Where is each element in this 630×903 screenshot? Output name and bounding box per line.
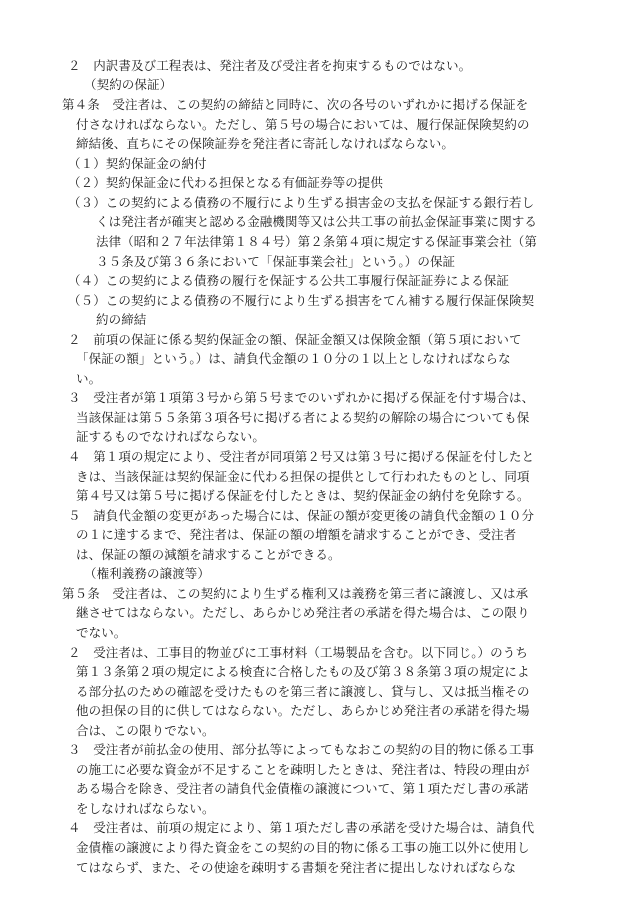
text-line: 金債権の譲渡により得た資金をこの契約の目的物に係る工事の施工以外に使用し bbox=[76, 840, 530, 855]
text-line: をしなければならない。 bbox=[76, 801, 215, 816]
text-line: 他の担保の目的に供してはならない。ただし、あらかじめ発注者の承諾を得た場 bbox=[76, 703, 530, 718]
text-line: 第４号又は第５号に掲げる保証を付したときは、契約保証金の納付を免除する。 bbox=[76, 488, 530, 503]
text-line: 継させてはならない。ただし、あらかじめ発注者の承諾を得た場合は、この限り bbox=[76, 605, 530, 620]
text-line: ２ 内訳書及び工程表は、発注者及び受注者を拘束するものではない。 bbox=[68, 58, 472, 73]
paragraph-start: ３ 受注者が前払金の使用、部分払等によってもなおこの契約の目的物に係る工事 bbox=[68, 742, 535, 757]
list-item: （２）契約保証金に代わる担保となる有価証券等の提供 bbox=[68, 175, 384, 190]
paragraph-start: ２ 受注者は、工事目的物並びに工事材料（工場製品を含む。以下同じ。）のうち bbox=[68, 645, 528, 660]
text-line: 第１３条第２項の規定による検査に合格したもの及び第３８条第３項の規定によ bbox=[76, 664, 530, 679]
section-heading: （権利義務の譲渡等） bbox=[84, 566, 211, 581]
text-line: の施工に必要な資金が不足することを疎明したときは、発注者は、特段の理由が bbox=[76, 762, 530, 777]
text-line: 法律（昭和２７年法律第１８４号）第２条第４項に規定する保証事業会社（第 bbox=[96, 234, 538, 249]
text-line: 当該保証は第５５条第３項各号に掲げる者による契約の解除の場合についても保 bbox=[76, 410, 530, 425]
text-line: は、保証の額の減額を請求することができる。 bbox=[76, 547, 341, 562]
text-line: 合は、この限りでない。 bbox=[76, 723, 215, 738]
text-line: ある場合を除き、受注者の請負代金債権の譲渡について、第１項ただし書の承諾 bbox=[76, 781, 529, 796]
text-line: 付さなければならない。ただし、第５号の場合においては、履行保証保険契約の bbox=[76, 117, 530, 132]
paragraph-start: ５ 請負代金額の変更があった場合には、保証の額が変更後の請負代金額の１０分 bbox=[68, 508, 535, 523]
paragraph-start: ２ 前項の保証に係る契約保証金の額、保証金額又は保険金額（第５項において bbox=[68, 332, 522, 347]
section-heading: （契約の保証） bbox=[84, 77, 173, 92]
paragraph-start: ３ 受注者が第１項第３号から第５号までのいずれかに掲げる保証を付す場合は、 bbox=[68, 390, 535, 405]
article-heading-line: 第５条 受注者は、この契約により生ずる権利又は義務を第三者に譲渡し、又は承 bbox=[62, 586, 529, 601]
list-item: （３）この契約による債務の不履行により生ずる損害金の支払を保証する銀行若し bbox=[68, 195, 535, 210]
text-line: 「保証の額」という。）は、請負代金額の１０分の１以上としなければならな bbox=[76, 351, 511, 366]
text-line: 約の締結 bbox=[96, 312, 147, 327]
text-line: る部分払のための確認を受けたものを第三者に譲渡し、貸与し、又は抵当権その bbox=[76, 684, 530, 699]
list-item: （４）この契約による債務の履行を保証する公共工事履行保証証券による保証 bbox=[68, 273, 510, 288]
list-item: （５）この契約による債務の不履行により生ずる損害をてん補する履行保証保険契 bbox=[68, 293, 535, 308]
text-line: 証するものでなければならない。 bbox=[76, 429, 266, 444]
article-heading-line: 第４条 受注者は、この契約の締結と同時に、次の各号のいずれかに掲げる保証を bbox=[62, 97, 529, 112]
paragraph-start: ４ 第１項の規定により、受注者が同項第２号又は第３号に掲げる保証を付したと bbox=[68, 449, 535, 464]
list-item: （１）契約保証金の納付 bbox=[68, 156, 207, 171]
paragraph-start: ４ 受注者は、前項の規定により、第１項ただし書の承諾を受けた場合は、請負代 bbox=[68, 820, 535, 835]
text-line: ３５条及び第３６条において「保証事業会社」という。）の保証 bbox=[96, 254, 456, 269]
text-line: 締結後、直ちにその保険証券を発注者に寄託しなければならない。 bbox=[76, 136, 455, 151]
text-line: くは発注者が確実と認める金融機関等又は公共工事の前払金保証事業に関する bbox=[96, 214, 538, 229]
text-line: てはならず、また、その使途を疎明する書類を発注者に提出しなければならな bbox=[76, 860, 517, 875]
text-line: い。 bbox=[76, 371, 102, 386]
text-line: の１に達するまで、発注者は、保証の額の増額を請求することができ、受注者 bbox=[76, 527, 517, 542]
text-line: でない。 bbox=[76, 625, 127, 640]
text-line: きは、当該保証は契約保証金に代わる担保の提供として行われたものとし、同項 bbox=[76, 469, 530, 484]
